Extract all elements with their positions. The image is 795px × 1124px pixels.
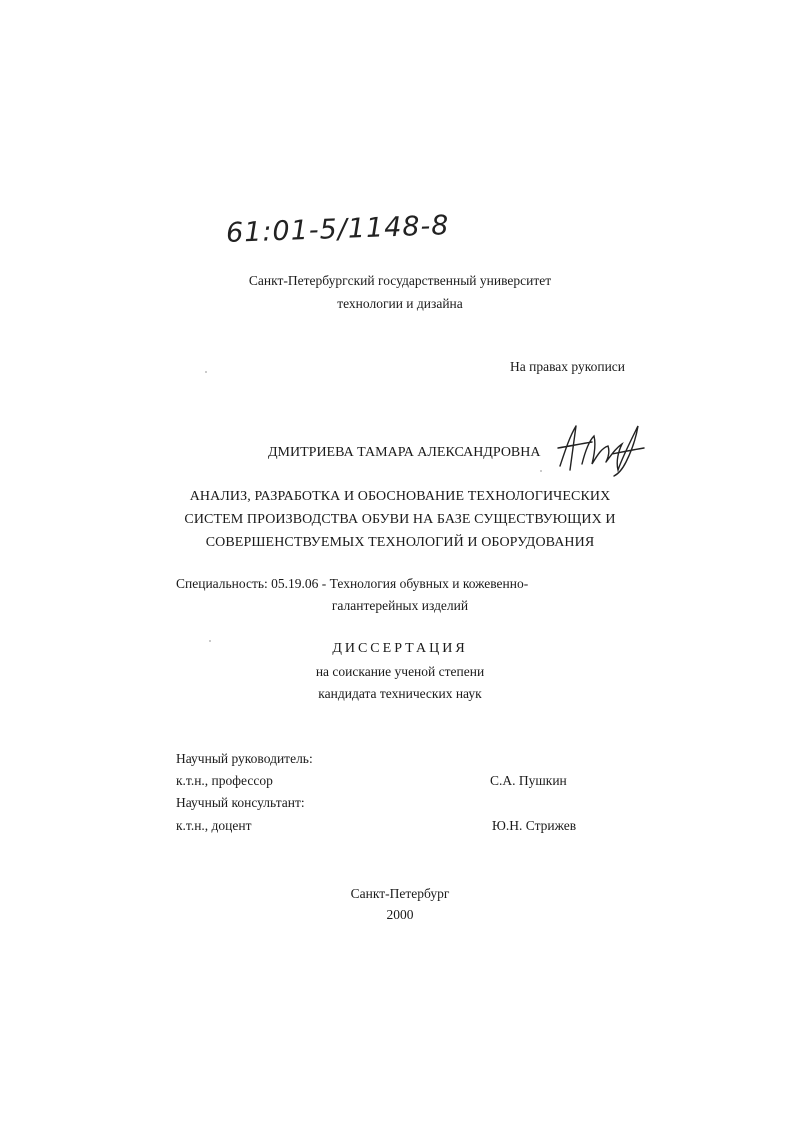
consultant-role: Научный консультант: [176, 795, 305, 810]
scan-speck [209, 640, 211, 642]
scan-speck [205, 371, 207, 373]
consultant-name: Ю.Н. Стрижев [492, 818, 577, 833]
specialty-line1: Специальность: 05.19.06 - Технология обувных и кожевенно- [176, 576, 529, 591]
specialty-line2: галантерейных изделий [331, 598, 469, 613]
supervisor-title: к.т.н., профессор [176, 773, 273, 788]
thesis-title-line3: СОВЕРШЕНСТВУЕМЫХ ТЕХНОЛОГИЙ И ОБОРУДОВАНИЯ [205, 535, 595, 550]
document-type: ДИССЕРТАЦИЯ [332, 641, 468, 656]
supervisor-name: С.А. Пушкин [490, 773, 567, 788]
degree-line2: кандидата технических наук [318, 686, 482, 701]
degree-line1: на соискание ученой степени [315, 664, 485, 679]
university-name-line1: Санкт-Петербургский государственный университет [248, 273, 552, 288]
author-name: ДМИТРИЕВА ТАМАРА АЛЕКСАНДРОВНА [268, 445, 541, 460]
university-name-line2: технологии и дизайна [337, 296, 463, 311]
city: Санкт-Петербург [350, 886, 450, 901]
thesis-title-line2: СИСТЕМ ПРОИЗВОДСТВА ОБУВИ НА БАЗЕ СУЩЕСТВУЮЩИХ И [184, 512, 616, 527]
consultant-title: к.т.н., доцент [176, 818, 252, 833]
rights-note: На правах рукописи [510, 359, 626, 374]
supervisor-role: Научный руководитель: [176, 751, 313, 766]
scan-speck [540, 470, 542, 472]
year: 2000 [386, 907, 414, 922]
author-signature [552, 418, 652, 478]
thesis-title-line1: АНАЛИЗ, РАЗРАБОТКА И ОБОСНОВАНИЕ ТЕХНОЛОГИЧЕСКИХ [189, 489, 611, 504]
archive-number: 61:01-5/1148-8 [225, 210, 450, 249]
